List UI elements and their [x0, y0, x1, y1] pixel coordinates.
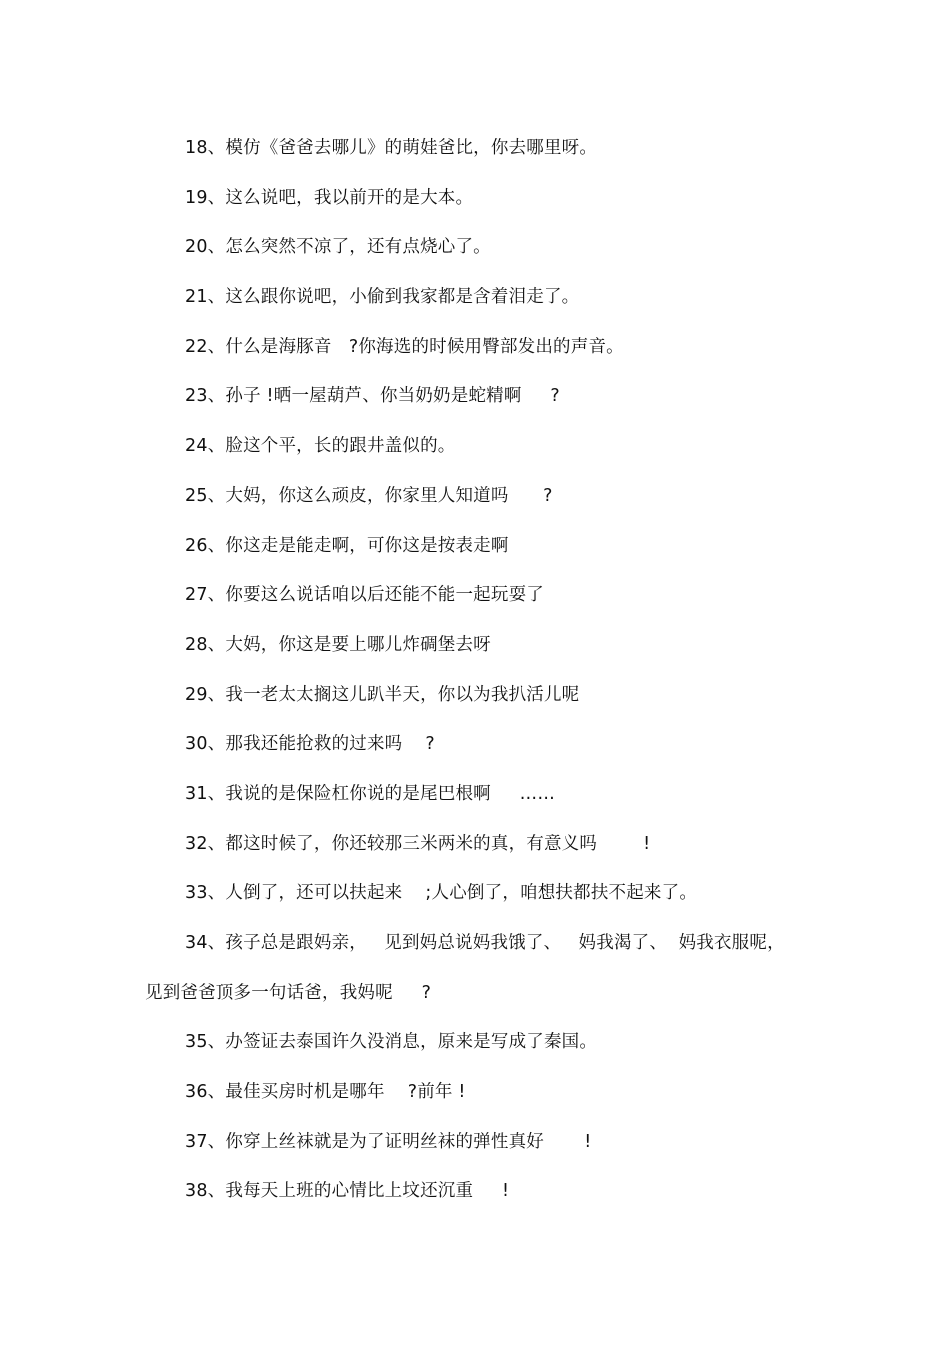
text-line: 32、都这时候了，你还较那三米两米的真，有意义吗 ! [185, 833, 651, 854]
text-line: 19、这么说吧，我以前开的是大本。 [185, 187, 474, 208]
text-line: 31、我说的是保险杠你说的是尾巴根啊 …… [185, 783, 556, 804]
text-line: 18、模仿《爸爸去哪儿》的萌娃爸比，你去哪里呀。 [185, 138, 598, 158]
text-line: 29、我一老太太搁这儿趴半天，你以为我扒活儿呢 [185, 684, 580, 705]
text-line: 25、大妈，你这么顽皮，你家里人知道吗 ? [185, 485, 553, 506]
text-line: 22、什么是海豚音 ?你海选的时候用臀部发出的声音。 [185, 336, 624, 357]
text-line: 24、脸这个平，长的跟井盖似的。 [185, 436, 456, 457]
text-line: 37、你穿上丝袜就是为了证明丝袜的弹性真好 ! [185, 1131, 592, 1152]
text-line: 27、你要这么说话咱以后还能不能一起玩耍了 [185, 585, 544, 606]
text-body [145, 124, 845, 1217]
text-line: 36、最佳买房时机是哪年 ?前年 ! [185, 1082, 466, 1103]
text-line: 38、我每天上班的心情比上坟还沉重 ! [185, 1181, 510, 1202]
text-line: 28、大妈，你这是要上哪儿炸碉堡去呀 [185, 634, 491, 655]
text-line: 20、怎么突然不凉了，还有点烧心了。 [185, 237, 491, 258]
text-line: 26、你这走是能走啊，可你这是按表走啊 [185, 535, 509, 556]
text-line: 30、那我还能抢救的过来吗 ? [185, 734, 435, 755]
text-line: 23、孙子 !晒一屋葫芦、你当奶奶是蛇精啊 ? [185, 386, 560, 407]
text-line: 33、人倒了，还可以扶起来 ;人心倒了，咱想扶都扶不起来了。 [185, 883, 698, 904]
text-line: 34、孩子总是跟妈亲， 见到妈总说妈我饿了、 妈我渴了、 妈我衣服呢， [185, 933, 785, 953]
text-line: 35、办签证去泰国许久没消息，原来是写成了秦国。 [185, 1032, 598, 1053]
text-line-continuation: 见到爸爸顶多一句话爸，我妈呢 ? [145, 982, 432, 1003]
text-line: 21、这么跟你说吧，小偷到我家都是含着泪走了。 [185, 287, 580, 308]
